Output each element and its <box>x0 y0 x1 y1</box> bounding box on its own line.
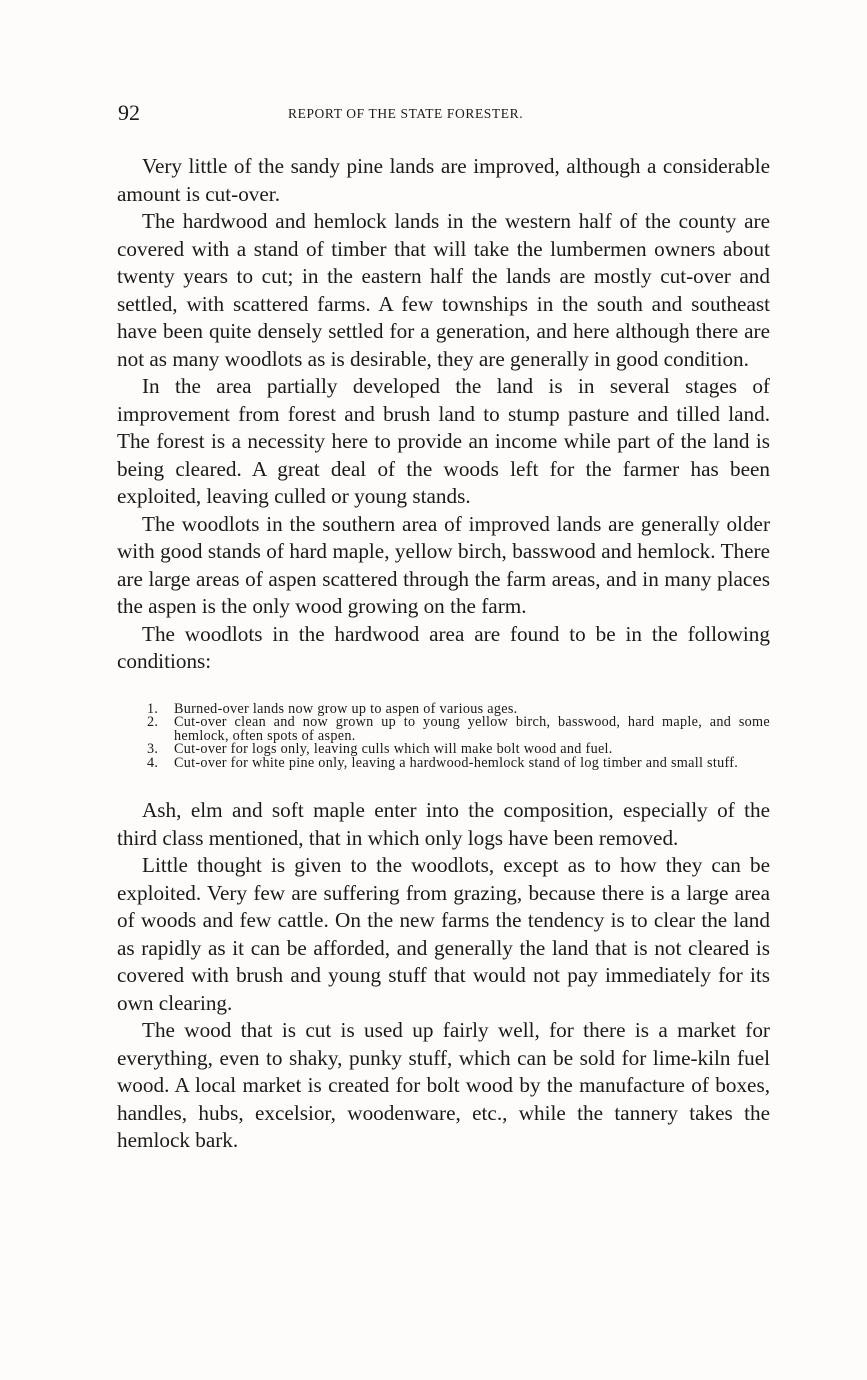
header-title: REPORT OF THE STATE FORESTER. <box>288 106 524 121</box>
paragraph-wood-market: The wood that is cut is used up fairly well, for there is a market for everything, even to shaky, punky stuff, which can be sold for lime-kiln fuel wood. A local market is created for bolt wood by the manufacture of boxes, handles, hubs, excelsior, woodenware, etc., while the tannery takes the hemlock bark. <box>117 1018 770 1152</box>
list-item-number: 1. <box>147 700 159 717</box>
list-item-text: Cut-over for logs only, leaving culls which will make bolt wood and fuel. <box>174 741 613 757</box>
list-item-number: 4. <box>147 754 159 771</box>
paragraph-little-thought: Little thought is given to the woodlots, except as to how they can be exploited. Very few are suffering from grazing, because there is a large area of woods and few cattle. On the new farms the tendency is to clear the land as rapidly as it can be afforded, and generally the land that is not cleared is covered with brush and young stuff that would not pay immediately for its own clearing. <box>117 853 770 1015</box>
paragraph-ash-elm: Ash, elm and soft maple enter into the composition, especially of the third class mentioned, that in which only logs have been removed. <box>117 798 770 850</box>
paragraph-conditions-intro: The woodlots in the hardwood area are found to be in the following conditions: <box>117 621 770 673</box>
list-item-text: Cut-over clean and now grown up to young yellow birch, basswood, hard maple, and some hemlock, often spots of aspen. <box>174 714 770 744</box>
conditions-list <box>147 700 770 771</box>
paragraph-pine-lands: Very little of the sandy pine lands are improved, although a considerable amount is cut-over. <box>117 154 770 206</box>
list-item <box>147 716 770 743</box>
list-item-text: Cut-over for white pine only, leaving a hardwood-hemlock stand of log timber and small stuff. <box>174 754 739 771</box>
paragraph-hardwood-hemlock: The hardwood and hemlock lands in the western half of the county are covered with a stand of timber that will take the lumbermen owners about twenty years to cut; in the eastern half the lands are mostly cut-over and settled, with scattered farms. A few townships in the south and southeast have been quite densely settled for a generation, and here although there are not as many woodlots as is desirable, they are generally in good condition. <box>117 209 770 371</box>
paragraph-partially-developed: In the area partially developed the land is in several stages of improvement from forest and brush land to stump pasture and tilled land. The forest is a necessity here to provide an income while part of the land is being cleared. A great deal of the woods left for the farmer has been exploited, leaving culled or young stands. <box>117 374 770 508</box>
list-item-number: 2. <box>147 714 159 730</box>
list-item-number: 3. <box>147 741 159 757</box>
list-item <box>147 754 770 771</box>
paragraph-southern-woodlots: The woodlots in the southern area of improved lands are generally older with good stands of hard maple, yellow birch, basswood and hemlock. There are large areas of aspen scattered through the farm areas, and in many places the aspen is the only wood growing on the farm. <box>117 511 770 618</box>
body-text <box>117 153 770 1155</box>
page-number: 92 <box>118 100 140 125</box>
running-head <box>118 100 770 130</box>
list-item-text: Burned-over lands now grow up to aspen of various ages. <box>174 700 518 717</box>
